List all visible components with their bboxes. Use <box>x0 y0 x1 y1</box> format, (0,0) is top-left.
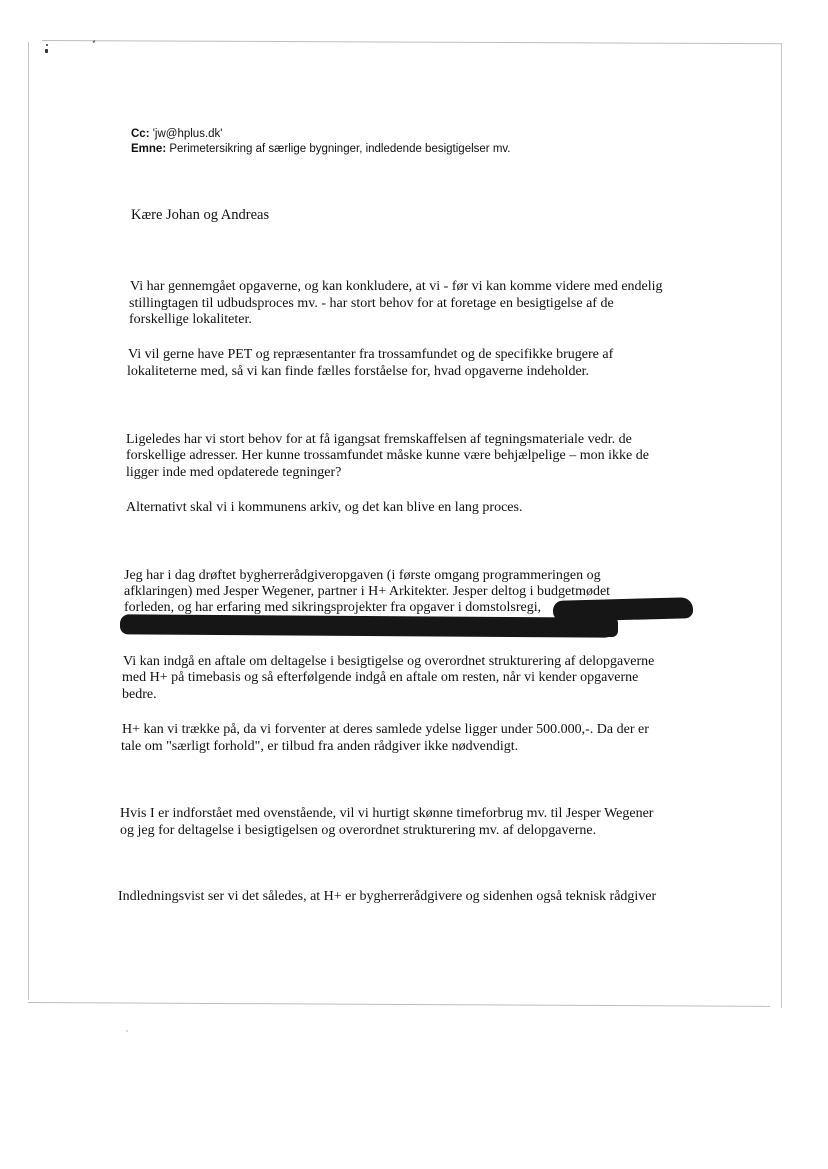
page-border-bottom <box>28 1002 770 1007</box>
paragraph-2-line-1: Vi vil gerne have PET og repræsentanter fra trossamfundet og de specifikke brugere af <box>128 347 614 362</box>
paragraph-3-line-2: forskellige adresser. Her kunne trossamfundet måske kunne være behjælpelige – mon ikke de <box>126 448 649 463</box>
page-border-right <box>781 44 782 1008</box>
paragraph-6-line-3: bedre. <box>122 687 157 702</box>
paragraph-6-line-1: Vi kan indgå en aftale om deltagelse i besigtigelse og overordnet strukturering af delopgaverne <box>123 654 655 669</box>
paragraph-1-line-2: stillingtagen til udbudsproces mv. - har stort behov for at foretage en besigtigelse af de <box>129 296 614 311</box>
scan-speck <box>45 49 48 53</box>
paragraph-1-line-3: forskellige lokaliteter. <box>129 312 252 327</box>
scan-speck <box>92 40 95 44</box>
cc-value: 'jw@hplus.dk' <box>152 128 223 140</box>
cc-label: Cc: <box>131 128 150 140</box>
paragraph-7-line-2: tale om "særligt forhold", er tilbud fra anden rådgiver ikke nødvendigt. <box>121 739 519 754</box>
subject-label: Emne: <box>131 143 167 155</box>
page-border-left <box>28 42 29 1000</box>
paragraph-4-line-1: Alternativt skal vi i kommunens arkiv, og det kan blive en lang proces. <box>126 500 523 515</box>
paragraph-6-line-2: med H+ på timebasis og så efterfølgende indgå en aftale om resten, når vi kender opgaverne <box>122 670 639 685</box>
paragraph-8-line-2: og jeg for deltagelse i besigtigelsen og overordnet strukturering mv. af delopgaverne. <box>120 823 597 838</box>
redaction-mark <box>560 617 618 637</box>
subject-line <box>131 142 511 157</box>
scan-speck <box>46 44 48 46</box>
subject-value: Perimetersikring af særlige bygninger, indledende besigtigelser mv. <box>169 143 511 155</box>
paragraph-3-line-1: Ligeledes har vi stort behov for at få igangsat fremskaffelsen af tegningsmateriale vedr. de <box>126 432 632 447</box>
cc-line <box>131 127 223 142</box>
paragraph-8-line-1: Hvis I er indforstået med ovenstående, vil vi hurtigt skønne timeforbrug mv. til Jesper Wegener <box>120 806 654 821</box>
paragraph-5-line-2: afklaringen) med Jesper Wegener, partner i H+ Arkitekter. Jesper deltog i budgetmødet <box>124 584 611 599</box>
paragraph-5-line-3: forleden, og har erfaring med sikringsprojekter fra opgaver i domstolsregi, <box>124 600 542 615</box>
salutation: Kære Johan og Andreas <box>131 207 270 223</box>
paragraph-2-line-2: lokaliteterne med, så vi kan finde fælles forståelse for, hvad opgaverne indeholder. <box>127 364 590 379</box>
paragraph-1-line-1: Vi har gennemgået opgaverne, og kan konkludere, at vi - før vi kan komme videre med endelig <box>130 279 663 294</box>
page-border-top <box>42 40 782 44</box>
paragraph-3-line-3: ligger inde med opdaterede tegninger? <box>126 465 342 480</box>
redaction-mark <box>120 614 615 637</box>
paragraph-9-line-1: Indledningsvist ser vi det således, at H+ er bygherrerådgivere og sidenhen også teknisk rådgiver <box>118 889 657 904</box>
scan-speck <box>126 1030 128 1032</box>
paragraph-7-line-1: H+ kan vi trække på, da vi forventer at deres samlede ydelse ligger under 500.000,-. Da der er <box>122 722 649 737</box>
paragraph-5-line-1: Jeg har i dag drøftet bygherrerådgiveropgaven (i første omgang programmeringen og <box>124 568 601 583</box>
